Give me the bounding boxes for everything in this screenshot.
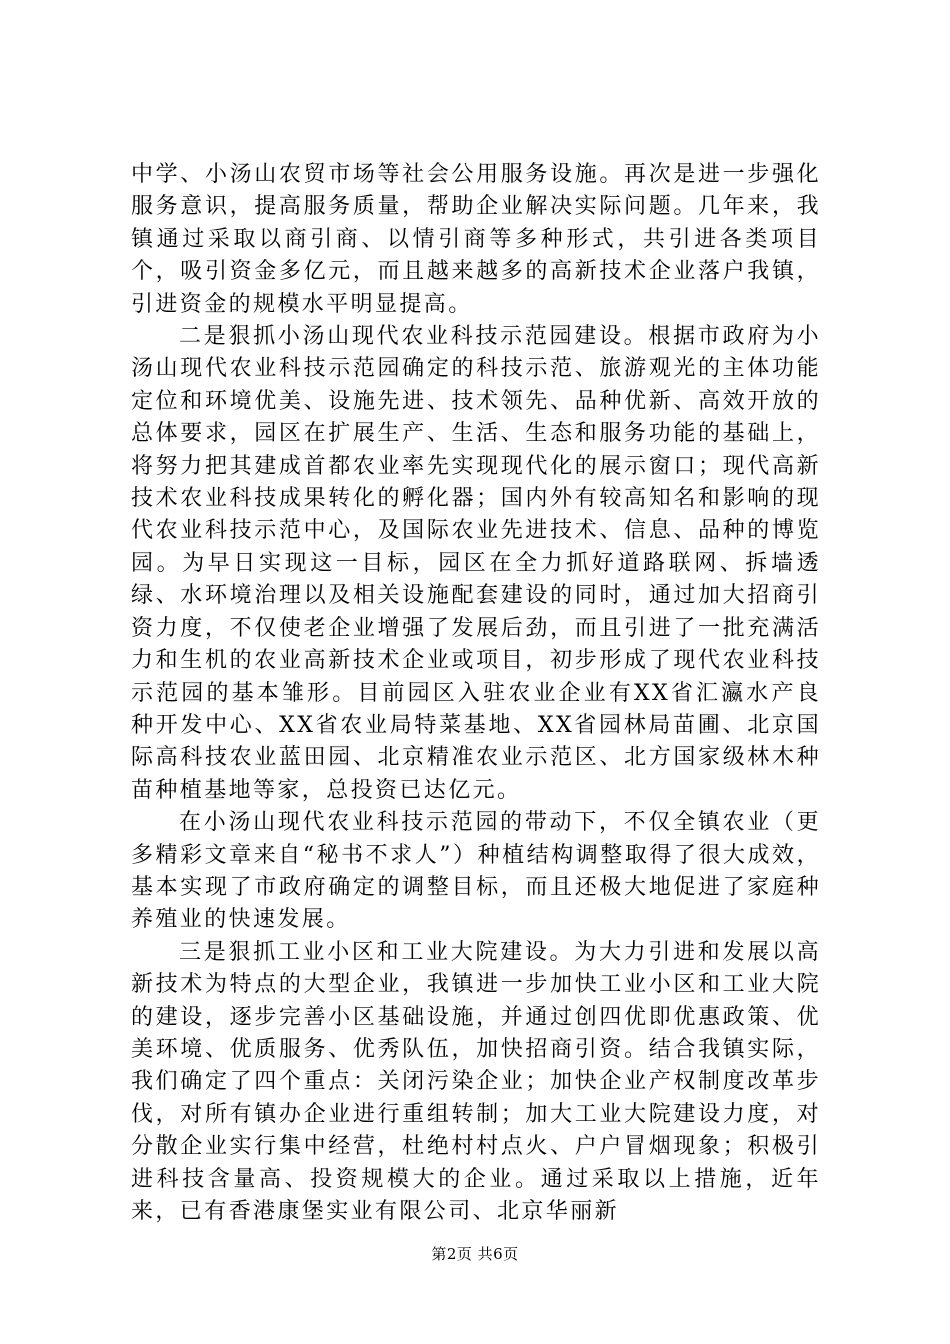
- paragraph-2: 二是狠抓小汤山现代农业科技示范园建设。根据市政府为小汤山现代农业科技示范园确定的科技示范、旅游观光的主体功能定位和环境优美、设施先进、技术领先、品种优新、高效开放的总体要求，园区在扩展生产、生活、生态和服务功能的基础上，将努力把其建成首都农业率先实现现代化的展示窗口；现代高新技术农业科技成果转化的孵化器；国内外有较高知名和影响的现代农业科技示范中心，及国际农业先进技术、信息、品种的博览园。为早日实现这一目标，园区在全力抓好道路联网、拆墙透绿、水环境治理以及相关设施配套建设的同时，通过加大招商引资力度，不仅使老企业增强了发展后劲，而且引进了一批充满活力和生机的农业高新技术企业或项目，初步形成了现代农业科技示范园的基本雏形。目前园区入驻农业企业有XX省汇瀛水产良种开发中心、XX省农业局特菜基地、XX省园林局苗圃、北京国际高科技农业蓝田园、北京精准农业示范区、北方国家级林木种苗种植基地等家，总投资已达亿元。: [131, 324, 821, 803]
- paragraph-3: 在小汤山现代农业科技示范园的带动下，不仅全镇农业（更多精彩文章来自“秘书不求人”）种植结构调整取得了很大成效，基本实现了市政府确定的调整目标，而且还极大地促进了家庭种养殖业的快速发展。: [131, 810, 821, 933]
- page-footer: 第2页 共6页: [431, 1245, 519, 1263]
- paragraph-4: 三是狠抓工业小区和工业大院建设。为大力引进和发展以高新技术为特点的大型企业，我镇进一步加快工业小区和工业大院的建设，逐步完善小区基础设施，并通过创四优即优惠政策、优美环境、优质服务、优秀队伍，加快招商引资。结合我镇实际，我们确定了四个重点：关闭污染企业；加快企业产权制度改革步伐，对所有镇办企业进行重组转制；加大工业大院建设力度，对分散企业实行集中经营，杜绝村村点火、户户冒烟现象；积极引进科技含量高、投资规模大的企业。通过采取以上措施，近年来，已有香港康堡实业有限公司、北京华丽新: [131, 939, 821, 1224]
- paragraph-1: 中学、小汤山农贸市场等社会公用服务设施。再次是进一步强化服务意识，提高服务质量，帮助企业解决实际问题。几年来，我镇通过采取以商引商、以情引商等多种形式，共引进各类项目个，吸引资金多亿元，而且越来越多的高新技术企业落户我镇，引进资金的规模水平明显提高。: [131, 162, 821, 317]
- body-text: [131, 159, 821, 1228]
